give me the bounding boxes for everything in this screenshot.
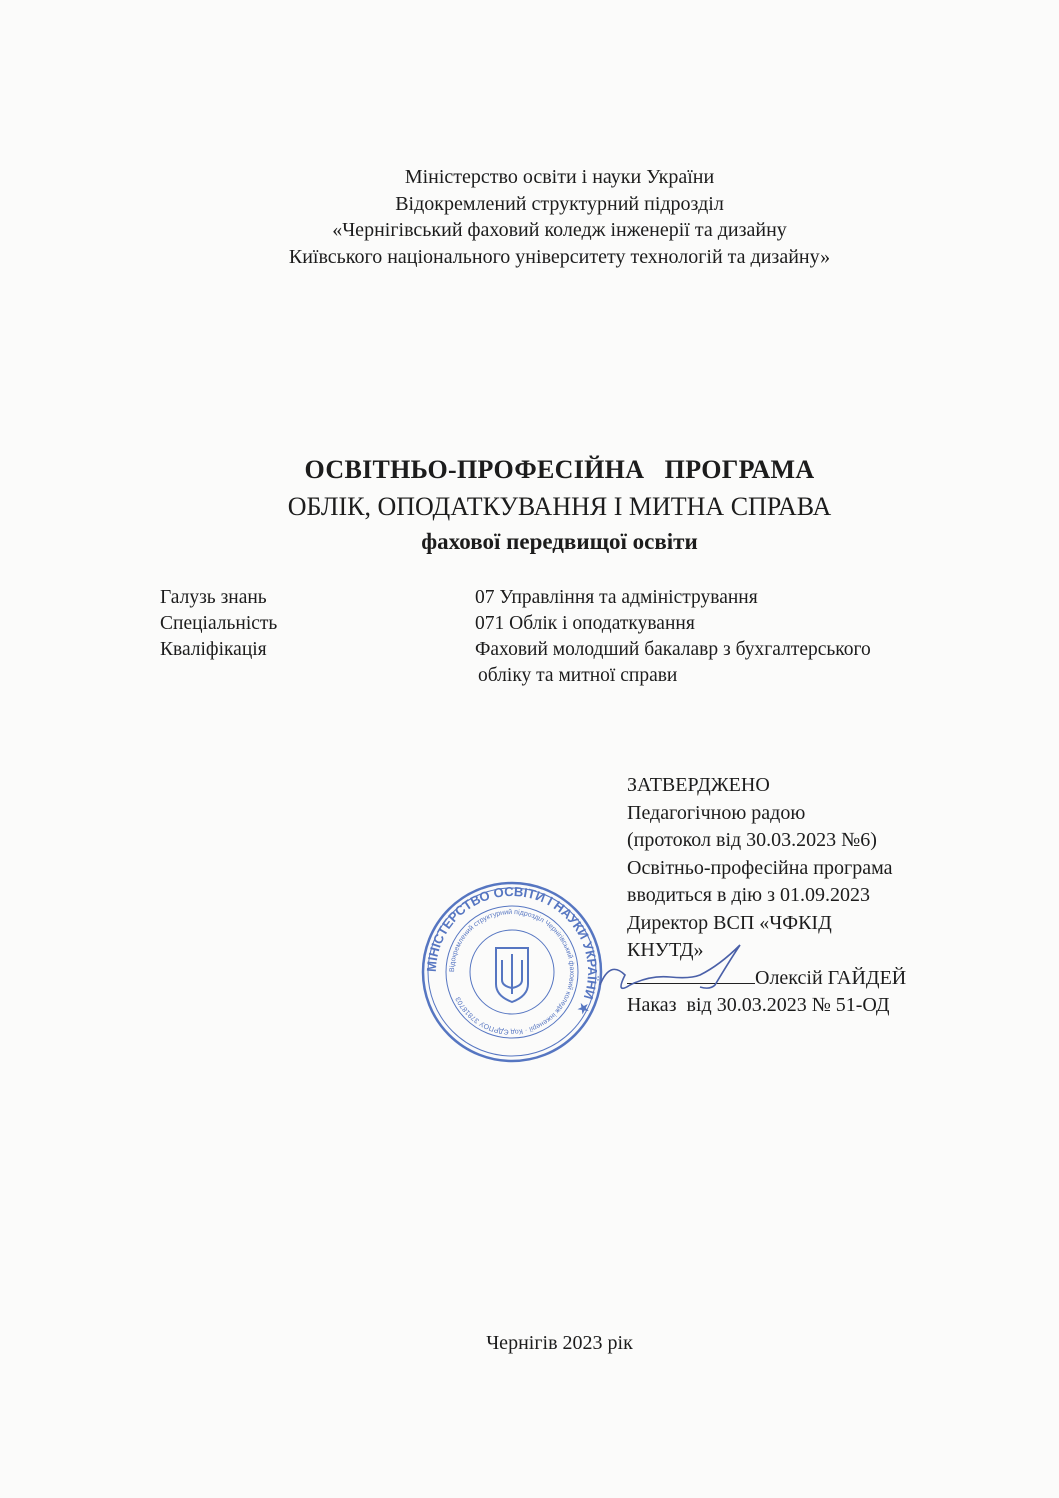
field-label: Галузь знань [160,587,267,608]
education-level: фахової передвищої освіти [421,529,698,554]
qualification-value-cont: обліку та митної справи [478,665,678,686]
program-name: ОБЛІК, ОПОДАТКУВАННЯ І МИТНА СПРАВА [287,492,832,521]
approval-line: ЗАТВЕРДЖЕНО [627,774,770,796]
qualification-label: Кваліфікація [160,639,267,660]
approval-line: (протокол від 30.03.2023 №6) [627,829,877,851]
header-line: Міністерство освіти і науки України [404,166,715,188]
svg-text:Відокремлений структурний підр: Відокремлений структурний підрозділ Чернігівський фаховий коледж інженерії · Код ЄДРПОУ 37818703 [448,908,576,1036]
specialty-value: 071 Облік і оподаткування [475,613,695,634]
approval-line: вводиться в дію з 01.09.2023 [627,884,871,906]
order-line: Наказ від 30.03.2023 № 51-ОД [627,994,890,1016]
signatory-name: Олексій ГАЙДЕЙ [755,966,907,989]
official-stamp [420,880,604,1069]
field-value: 07 Управління та адміністрування [475,587,758,608]
svg-text:МІНІСТЕРСТВО ОСВІТИ І НАУКИ УК: МІНІСТЕРСТВО ОСВІТИ І НАУКИ УКРАЇНИ ★ [423,883,601,1018]
approval-line: КНУТД» [627,939,704,961]
approval-line: Освітньо-професійна програма [627,856,893,879]
ministry-header [0,164,1059,270]
document-title: ОСВІТНЬО-ПРОФЕСІЙНА ПРОГРАМА [304,455,815,484]
header-line: Київського національного університету технологій та дизайну» [288,245,831,268]
specialty-label: Спеціальність [160,613,278,634]
approval-line: Директор ВСП «ЧФКІД [627,911,832,934]
qualification-value: Фаховий молодший бакалавр з бухгалтерського [475,639,871,660]
header-line: «Чернігівський фаховий коледж інженерії та дизайну [332,219,787,241]
handwritten-signature [590,940,760,1005]
place-year: Чернігів 2023 рік [486,1332,633,1354]
header-line: Відокремлений структурний підрозділ [395,192,724,215]
approval-line: Педагогічною радою [627,801,806,824]
